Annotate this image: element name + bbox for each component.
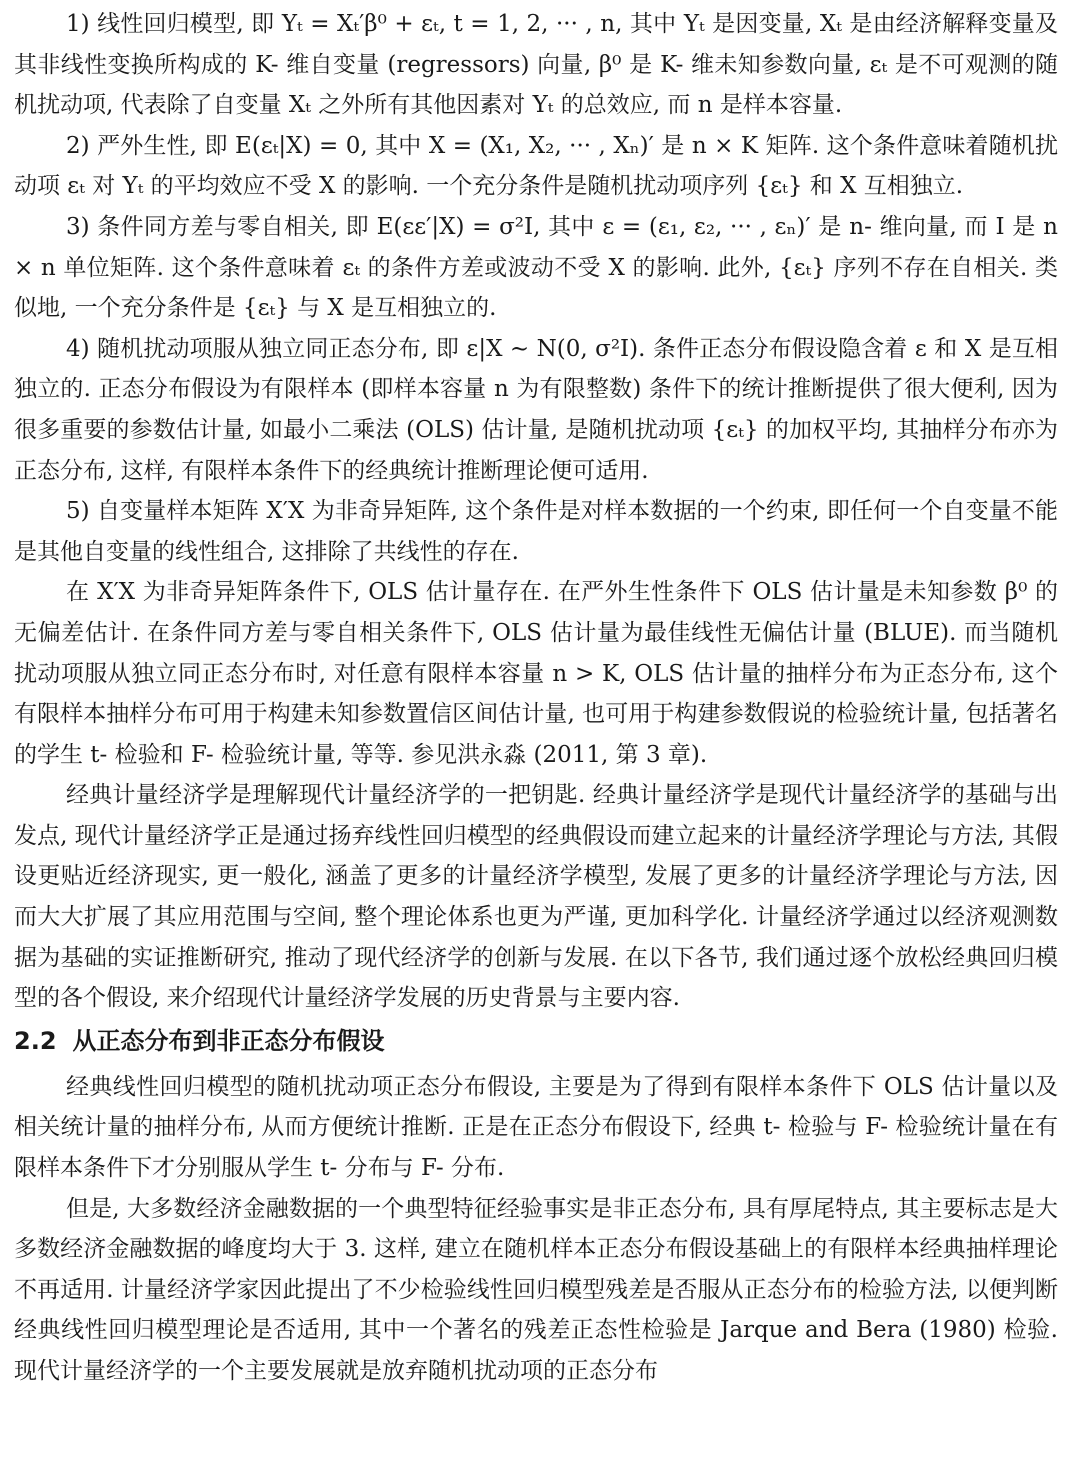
- non-normality-paragraph: 但是, 大多数经济金融数据的一个典型特征经验事实是非正态分布, 具有厚尾特点, 其主要标志是大多数经济金融数据的峰度均大于 3. 这样, 建立在随机样本正态分布假设基础上的有限样本经典抽样理论不再适用. 计量经济学家因此提出了不少检验线性回归模型残差是否服从正态分布的检验方法, 以便判断经典线性回归模型理论是否适用, 其中一个著名的残差正态性检验是 Jarque and Bera (1980) 检验. 现代计量经济学的一个主要发展就是放弃随机扰动项的正态分布: [14, 1195, 1058, 1384]
- ols-properties-paragraph: 在 X′X 为非奇异矩阵条件下, OLS 估计量存在. 在严外生性条件下 OLS 估计量是未知参数 β⁰ 的无偏差估计. 在条件同方差与零自相关条件下, OLS 估计量为最佳线性无偏估计量 (BLUE). 而当随机扰动项服从独立同正态分布时, 对任意有限样本容量 n > K, OLS 估计量的抽样分布为正态分布, 这个有限样本抽样分布可用于构建未知参数置信区间估计量, 也可用于构建参数假说的检验统计量, 包括著名的学生 t- 检验和 F- 检验统计量, 等等. 参见洪永淼 (2011, 第 3 章).: [14, 579, 1058, 768]
- assumption-3-paragraph: 3) 条件同方差与零自相关, 即 E(εε′|X) = σ²I, 其中 ε = (ε₁, ε₂, ··· , εₙ)′ 是 n- 维向量, 而 I 是 n × n 单位矩阵. 这个条件意味着 εₜ 的条件方差或波动不受 X 的影响. 此外, {εₜ} 序列不存在自相关. 类似地, 一个充分条件是 {εₜ} 与 X 是互相独立的.: [14, 213, 1058, 322]
- assumption-2-paragraph: 2) 严外生性, 即 E(εₜ|X) = 0, 其中 X = (X₁, X₂, ··· , Xₙ)′ 是 n × K 矩阵. 这个条件意味着随机扰动项 εₜ 对 Yₜ 的平均效应不受 X 的影响. 一个充分条件是随机扰动项序列 {εₜ} 和 X 互相独立.: [14, 132, 1058, 200]
- section-heading: [14, 1021, 1058, 1061]
- normality-purpose-paragraph: 经典线性回归模型的随机扰动项正态分布假设, 主要是为了得到有限样本条件下 OLS 估计量以及相关统计量的抽样分布, 从而方便统计推断. 正是在正态分布假设下, 经典 t- 检验与 F- 检验统计量在有限样本条件下才分别服从学生 t- 分布与 F- 分布.: [14, 1073, 1058, 1182]
- assumption-1-paragraph: 1) 线性回归模型, 即 Yₜ = Xₜ′β⁰ + εₜ, t = 1, 2, ··· , n, 其中 Yₜ 是因变量, Xₜ 是由经济解释变量及其非线性变换所构成的 K- 维自变量 (regressors) 向量, β⁰ 是 K- 维未知参数向量, εₜ 是不可观测的随机扰动项, 代表除了自变量 Xₜ 之外所有其他因素对 Yₜ 的总效应, 而 n 是样本容量.: [14, 11, 1058, 119]
- section-number: 2.2: [14, 1026, 57, 1055]
- classical-econometrics-paragraph: 经典计量经济学是理解现代计量经济学的一把钥匙. 经典计量经济学是现代计量经济学的基础与出发点, 现代计量经济学正是通过扬弃线性回归模型的经典假设而建立起来的计量经济学理论与方法, 其假设更贴近经济现实, 更一般化, 涵盖了更多的计量经济学模型, 发展了更多的计量经济学理论与方法, 因而大大扩展了其应用范围与空间, 整个理论体系也更为严谨, 更加科学化. 计量经济学通过以经济观测数据为基础的实证推断研究, 推动了现代经济学的创新与发展. 在以下各节, 我们通过逐个放松经典回归模型的各个假设, 来介绍现代计量经济学发展的历史背景与主要内容.: [14, 782, 1058, 1012]
- assumption-5-paragraph: 5) 自变量样本矩阵 X′X 为非奇异矩阵, 这个条件是对样本数据的一个约束, 即任何一个自变量不能是其他自变量的线性组合, 这排除了共线性的存在.: [14, 498, 1058, 565]
- section-title: 从正态分布到非正态分布假设: [72, 1026, 385, 1055]
- assumption-4-paragraph: 4) 随机扰动项服从独立同正态分布, 即 ε|X ∼ N(0, σ²I). 条件正态分布假设隐含着 ε 和 X 是互相独立的. 正态分布假设为有限样本 (即样本容量 n 为有限整数) 条件下的统计推断提供了很大便利, 因为很多重要的参数估计量, 如最小二乘法 (OLS) 估计量, 是随机扰动项 {εₜ} 的加权平均, 其抽样分布亦为正态分布, 这样, 有限样本条件下的经典统计推断理论便可适用.: [14, 335, 1058, 484]
